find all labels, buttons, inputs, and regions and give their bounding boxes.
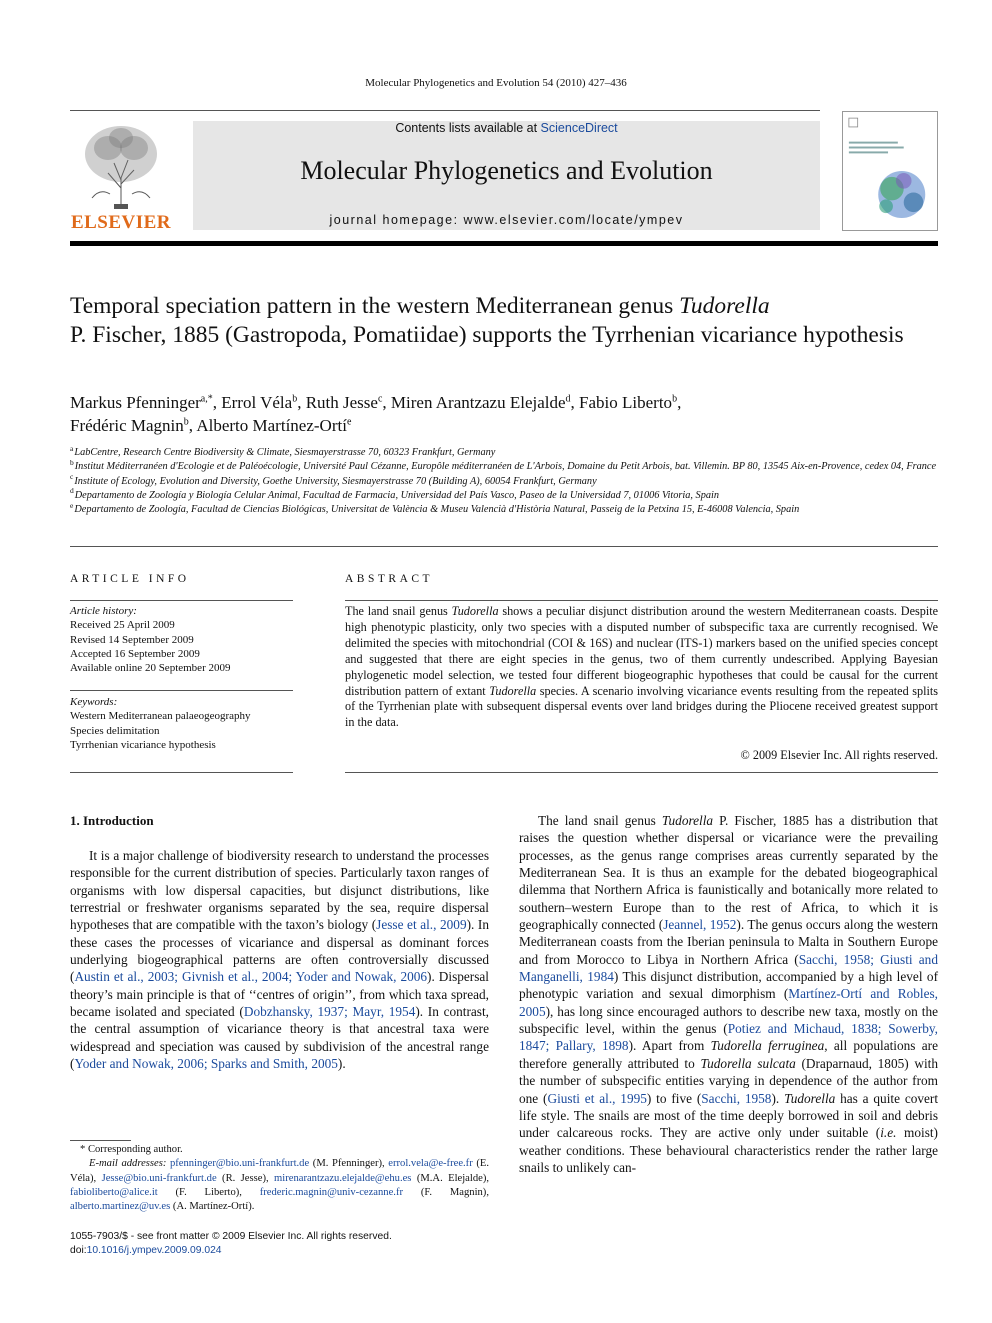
divider [345, 600, 938, 601]
citation-link[interactable]: Austin et al., 2003; Givnish et al., 2004; Yoder and Nowak, 2006 [74, 969, 428, 985]
footnotes [70, 1143, 489, 1214]
citation-link[interactable]: Dobzhansky, 1937; Mayr, 1954 [243, 1004, 416, 1020]
affiliation: $^b$Institut Méditerranéen d'Ecologie et de Paléoécologie, Université Paul Cézanne, Europôle méditerranéen de L'Arbois, Domaine du Petit Arbois, bat. Villemin. BP 80, 13545 Aix-en-Provence, cedex 04, France [70, 457, 937, 473]
email-link[interactable]: alberto.martinez@uv.es [70, 1201, 171, 1213]
doi-line: doi:10.1016/j.ympev.2009.09.024 [70, 1245, 222, 1256]
email-link[interactable]: mirenarantzazu.elejalde@ehu.es [274, 1172, 412, 1184]
citation-link[interactable]: Jeannel, 1952 [663, 917, 737, 933]
affiliation: $^c$Institute of Ecology, Evolution and Diversity, Goethe University, Siesmayerstrasse 70 (Building A), 60054 Frankfurt, Germany [70, 472, 597, 487]
sciencedirect-link[interactable]: ScienceDirect [540, 121, 618, 135]
title-part-1: Temporal speciation pattern in the western Mediterranean genus [70, 293, 680, 319]
keyword: Western Mediterranean palaeogeography [70, 710, 251, 723]
header-rule [70, 110, 820, 111]
copyright: © 2009 Elsevier Inc. All rights reserved. [740, 748, 938, 762]
title-genus: Tudorella [679, 293, 770, 319]
doi-link[interactable]: 10.1016/j.ympev.2009.09.024 [86, 1245, 222, 1256]
body-column-left [70, 847, 489, 1072]
citation-link[interactable]: Giusti et al., 1995 [547, 1090, 647, 1106]
contents-prefix: Contents lists available at [395, 121, 541, 135]
email-link[interactable]: frederic.magnin@univ-cezanne.fr [259, 1186, 404, 1198]
email-link[interactable]: pfenninger@bio.uni-frankfurt.de [169, 1158, 310, 1170]
author: Ruth Jesse$^c$, [305, 393, 391, 412]
publisher-logo-text: ELSEVIER [70, 212, 172, 233]
journal-homepage [193, 213, 820, 227]
author-list [70, 391, 938, 437]
email-addresses: E-mail addresses: pfenninger@bio.uni-frankfurt.de (M. Pfenninger), errol.vela@e-free.fr (E. Véla), Jesse@bio.uni-frankfurt.de (R. Jesse), mirenarantzazu.elejalde@ehu.es (M.A. Elejalde), fabioliberto@alice.it (F. Liberto), frederic.magnin@univ-cezanne.fr (F. Magnin), alberto.martinez@uv.es (A. Martínez-Ortí). [70, 1158, 489, 1213]
front-matter [70, 1230, 489, 1258]
history-item: Available online 20 September 2009 [70, 662, 231, 675]
citation-link[interactable]: Yoder and Nowak, 2006; Sparks and Smith, 2005 [74, 1056, 338, 1072]
email-link[interactable]: fabioliberto@alice.it [70, 1186, 158, 1198]
divider [345, 772, 938, 773]
section-heading-introduction: 1. Introduction [70, 813, 154, 828]
running-head: Molecular Phylogenetics and Evolution 54 (2010) 427–436 [365, 77, 627, 89]
homepage-prefix: journal homepage: [329, 213, 464, 227]
body-column-right [519, 812, 938, 1176]
paragraph: It is a major challenge of biodiversity research to understand the processes responsible for the current distribution of species. Particularly taxon ranges of organisms with low dispersal capacities, but disjunct distributions, like terrestrial or freshwater organisms separated by the sea, require dispersal hypotheses that are compatible with the taxon’s biology (Jesse et al., 2009). In these cases the processes of vicariance and dispersal as dominant forces underlying biogeographical patterns are often controversially discussed (Austin et al., 2003; Givnish et al., 2004; Yoder and Nowak, 2006). Dispersal theory’s main principle is that of ‘‘centres of origin’’, from which taxa spread, became isolated and speciated (Dobzhansky, 1937; Mayr, 1954). In contrast, the central assumption of vicariance theory is that ancestral taxa were widespread and speciation was caused by subdivision of the ancestral range (Yoder and Nowak, 2006; Sparks and Smith, 2005). [70, 848, 490, 1072]
title-part-2: P. Fischer, 1885 (Gastropoda, Pomatiidae) supports the Tyrrhenian vicariance hypothesis [70, 322, 904, 348]
divider [70, 546, 938, 547]
footnote-rule [70, 1140, 131, 1141]
citation-link[interactable]: Jesse et al., 2009 [376, 917, 467, 933]
corresponding-author-note: * Corresponding author. [80, 1144, 183, 1155]
keywords [70, 695, 293, 752]
author: Frédéric Magnin$^b$, [70, 416, 197, 435]
history-item: Received 25 April 2009 [70, 619, 175, 632]
contents-line [193, 121, 820, 135]
keyword: Tyrrhenian vicariance hypothesis [70, 738, 216, 751]
keywords-label: Keywords: [70, 696, 118, 708]
divider [70, 600, 293, 601]
abstract-heading: ABSTRACT [345, 573, 434, 585]
issn-line: 1055-7903/$ - see front matter © 2009 Elsevier Inc. All rights reserved. [70, 1231, 392, 1242]
citation-link[interactable]: Potiez and Michaud, 1838; Sowerby, 1847; Pallary, 1898 [519, 1021, 939, 1054]
history-label: Article history: [70, 605, 137, 617]
header-thick-rule [70, 241, 938, 246]
email-link[interactable]: Jesse@bio.uni-frankfurt.de [101, 1172, 217, 1184]
author: Miren Arantzazu Elejalde$^d$, [390, 393, 580, 412]
citation-link[interactable]: Martínez-Ortí and Robles, 2005 [519, 986, 938, 1019]
author: Alberto Martínez-Ortí$^e$ [196, 416, 352, 435]
homepage-url[interactable]: www.elsevier.com/locate/ympev [463, 213, 684, 227]
divider [70, 690, 293, 691]
abstract-text: The land snail genus Tudorella shows a peculiar disjunct distribution around the western Mediterranean coasts. Despite high phenotypic plasticity, only two species with a disputed number of subspecific taxa are currently recognised. We delimited the species with mitochondrial (COI & 16S) and nuclear (ITS-1) markers based on the unified species concept and suggested that there are eight species in the genus, two of them currently undescribed. Applying Bayesian phylogenetic model selection, we tested four different biogeographic hypotheses that could be causal for the current distribution pattern of extant Tudorella species. A scenario involving vicariance events resulting from the repeated splits of the Tyrrhenian plate with subsequent dispersal events over land bridges during the Pliocene received greatest support in the data. [345, 604, 939, 730]
paragraph: The land snail genus Tudorella P. Fischer, 1885 has a distribution that raises the question whether dispersal or vicariance were the prevailing processes, as the genus range comprises areas currently separated by the Mediterranean Sea. It is thus an example for the debated biogeographical dilemma that Northern Africa is faunistically and botanically more related to southern–western Europe than to the rest of Africa, to which it is geographically connected (Jeannel, 1952). The genus occurs along the western Mediterranean coasts from the Iberian peninsula to Malta in Southern Europe and from Morocco to Libya in Northern Africa (Sacchi, 1958; Giusti and Manganelli, 1984) This disjunct distribution, accompanied by a high level of phenotypic variation and sexual dimorphism (Martínez-Ortí and Robles, 2005), has long since encouraged authors to describe new taxa, mostly on the subspecific level, within the genus (Potiez and Michaud, 1838; Sowerby, 1847; Pallary, 1898). Apart from Tudorella ferruginea, all populations are therefore generally attributed to Tudorella sulcata (Draparnaud, 1805) with the number of subspecific entities varying in dependence of the author from one (Giusti et al., 1995) to five (Sacchi, 1958). Tudorella has a quite covert life style. The snails are most of the time deeply borrowed in soil and debris under calcareous rocks. They are active only under suitable (i.e. moist) weather conditions. These behavioural characteristics render the rather large snails to unlikely can- [519, 813, 939, 1175]
article-history [70, 604, 293, 675]
affiliation: $^e$Departamento de Zoología, Facultad de Ciencias Biológicas, Universitat de València & Museu Valencià d'Història Natural, Passeig de la Petxina 15, E-46008 Valencia, Spain [70, 500, 800, 516]
affiliation: $^a$LabCentre, Research Centre Biodiversity & Climate, Siesmayerstrasse 70, 60323 Frankfurt, Germany [70, 443, 496, 458]
affiliation: $^d$Departamento de Zoología y Biología Celular Animal, Facultad de Farmacia, Universidad del País Vasco, Paseo de la Universidad 7, 01006 Vitoria, Spain [70, 486, 720, 501]
article-info-heading: ARTICLE INFO [70, 573, 190, 585]
journal-title: Molecular Phylogenetics and Evolution [300, 156, 713, 185]
history-item: Accepted 16 September 2009 [70, 647, 200, 660]
citation-link[interactable]: Sacchi, 1958; Giusti and Manganelli, 1984 [519, 951, 938, 985]
divider [70, 772, 293, 773]
author: Errol Véla$^b$, [221, 393, 306, 412]
affiliations [70, 443, 938, 517]
history-item: Revised 14 September 2009 [70, 633, 194, 646]
author: Fabio Liberto$^b$, [579, 393, 682, 412]
author: Markus Pfenninger$^{a,*}$, [70, 393, 222, 412]
citation-link[interactable]: Sacchi, 1958 [701, 1090, 772, 1106]
article-title [70, 292, 938, 350]
email-link[interactable]: errol.vela@e-free.fr [388, 1158, 473, 1170]
journal-cover-thumbnail [842, 111, 938, 231]
keyword: Species delimitation [70, 724, 160, 737]
